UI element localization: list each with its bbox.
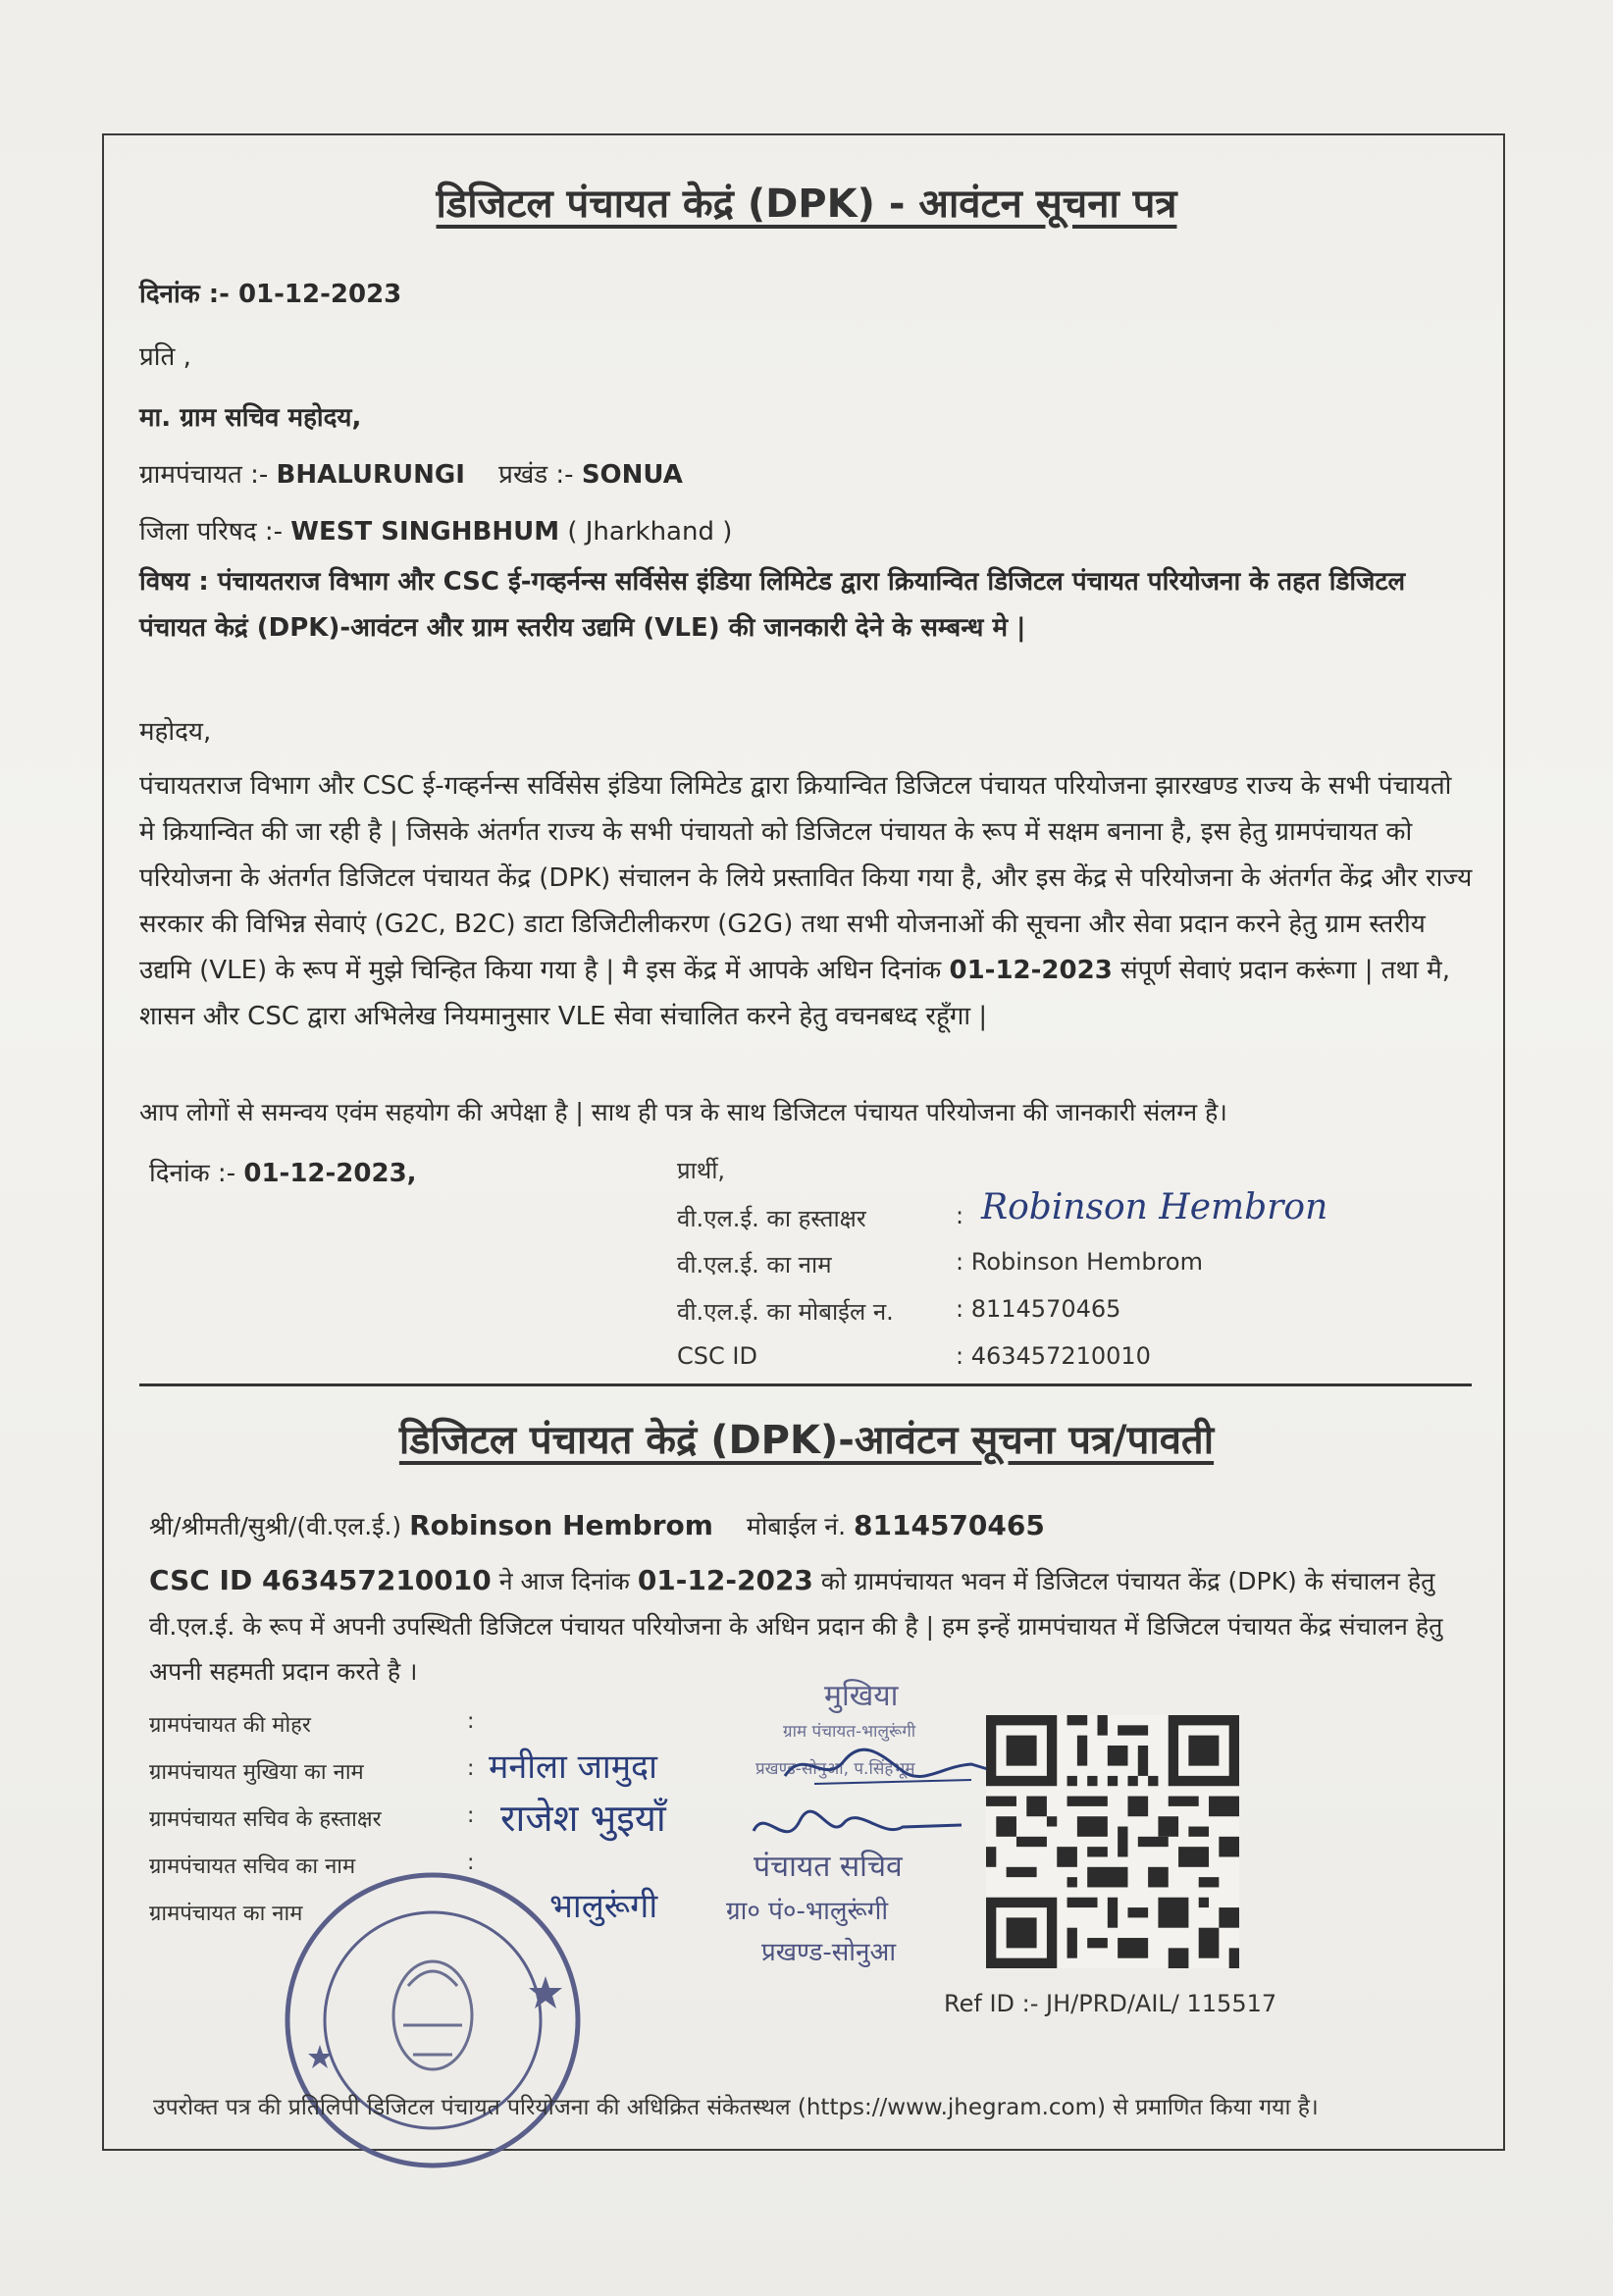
stamp-sachiv-line: ग्रा० पं०-भालुरूंगी — [726, 1897, 889, 1926]
sachiv-signature-icon — [746, 1801, 971, 1860]
mukhiya-handwritten: मनीला जामुदा — [489, 1748, 657, 1787]
csc-id-value: : 463457210010 — [956, 1342, 1151, 1370]
body-date: 01-12-2023 — [949, 956, 1113, 985]
receipt-title: डिजिटल पंचायत केद्रं (DPK)-आवंटन सूचना पत्र/पावती — [398, 1418, 1215, 1463]
sachiv-sign-label: ग्रामपंचायत सचिव के हस्ताक्षर — [149, 1807, 382, 1832]
prarthi: प्रार्थी, — [677, 1157, 726, 1184]
vle-mobile-value: : 8114570465 — [956, 1295, 1121, 1323]
csc-id-text: CSC ID 463457210010 — [149, 1564, 492, 1596]
seal-label: ग्रामपंचायत की मोहर — [149, 1713, 311, 1738]
sign-date-label: दिनांक :- — [149, 1159, 236, 1188]
csc-id-label: CSC ID — [677, 1342, 757, 1370]
footer-note: उपरोक्त पत्र की प्रतिलिपी डिजिटल पंचायत परियोजना की अधिक्रित संकेतस्थल (https://www.jhegram.com) से प्रमाणित किया गया है। — [153, 2095, 1319, 2120]
mobile-value: 8114570465 — [854, 1509, 1045, 1541]
subject-label: विषय : — [139, 567, 209, 597]
block-label: प्रखंड :- — [498, 460, 574, 490]
stamp-mukhiya-title: मुखिया — [824, 1679, 899, 1713]
name-prefix: श्री/श्रीमती/सुश्री/(वी.एल.ई.) — [149, 1512, 402, 1540]
ref-id: Ref ID :- JH/PRD/AIL/ 115517 — [944, 1990, 1277, 2017]
subject-block — [139, 559, 1474, 652]
letter-addressee: मा. ग्राम सचिव महोदय, — [139, 403, 362, 433]
vle-sign-label: वी.एल.ई. का हस्ताक्षर — [677, 1205, 866, 1232]
letter-date: दिनांक :- 01-12-2023 — [139, 280, 402, 309]
district-value: WEST SINGHBHUM — [290, 517, 560, 547]
receipt-text-1: ने आज दिनांक — [498, 1567, 630, 1595]
gp-name-label: ग्रामपंचायत का नाम — [149, 1902, 303, 1926]
salutation: महोदय, — [139, 717, 212, 747]
receipt-paragraph — [149, 1558, 1464, 1695]
stamp-mukhiya-block: प्रखण्ड-सोनुआ, प.सिंहभूम — [755, 1759, 915, 1779]
stamp-sachiv-block: प्रखण्ड-सोनुआ — [761, 1938, 897, 1967]
receipt-date: 01-12-2023 — [637, 1564, 813, 1596]
office-seal-icon — [281, 1868, 585, 2172]
gp-handwritten: भालुरूंगी — [549, 1887, 658, 1926]
body-text-pre: पंचायतराज विभाग और CSC ई-गव्हर्नन्स सर्विसेस इंडिया लिमिटेड द्वारा क्रियान्वित डिजिटल पंचायत परियोजना झारखण्ड राज्य के सभी पंचायतो मे क्रियान्वित की जा रही है | जिसके अंतर्गत राज्य के सभी पंचायतो को डिजिटल पंचायत के रूप में सक्षम बनाना है, इस हेतु ग्रामपंचायत को परियोजना के अंतर्गत डिजिटल पंचायत केंद्र (DPK) संचालन के लिये प्रस्तावित किया गया है, और इस केंद्र से परियोजना के अंतर्गत केंद्र और राज्य सरकार की विभिन्न सेवाएं (G2C, B2C) डाटा डिजिटीलीकरण (G2G) तथा सभी योजनाओं की सूचना और सेवा प्रदान करने हेतु ग्राम स्तरीय उद्यमि (VLE) के रूप में मुझे चिन्हित किया गया है | मै इस केंद्र में आपके अधिन दिनांक — [139, 771, 1473, 985]
qr-code — [986, 1715, 1239, 1968]
letter-prati: प्रति , — [139, 342, 191, 372]
stamp-sachiv-title: पंचायत सचिव — [754, 1850, 903, 1884]
block-value: SONUA — [581, 460, 683, 490]
vle-name-value: : Robinson Hembrom — [956, 1248, 1203, 1276]
sachiv-name-colon: : — [467, 1851, 475, 1875]
closing-line: आप लोगों से समन्वय एवंम सहयोग की अपेक्षा है | साथ ही पत्र के साथ डिजिटल पंचायत परियोजना की जानकारी संलग्न है। — [139, 1098, 1227, 1126]
state-value: ( Jharkhand ) — [567, 517, 733, 547]
gp-value: BHALURUNGI — [276, 460, 465, 490]
vle-mobile-label: वी.एल.ई. का मोबाईल न. — [677, 1298, 894, 1326]
vle-name: Robinson Hembrom — [409, 1509, 713, 1541]
sachiv-name-label: ग्रामपंचायत सचिव का नाम — [149, 1854, 356, 1879]
sign-date-value: 01-12-2023, — [243, 1159, 417, 1188]
district-label: जिला परिषद :- — [139, 517, 284, 547]
subject-text: पंचायतराज विभाग और CSC ई-गव्हर्नन्स सर्विसेस इंडिया लिमिटेड द्वारा क्रियान्वित डिजिटल पंचायत परियोजना के तहत डिजिटल पंचायत केद्रं (DPK)-आवंटन और ग्राम स्तरीय उद्यमि (VLE) की जानकारी देने के सम्बन्ध मे | — [139, 567, 1406, 643]
vle-sign-colon: : — [956, 1202, 964, 1229]
sachiv-sign-colon: : — [467, 1803, 475, 1828]
receipt-text-2: को ग्रामपंचायत भवन में डिजिटल पंचायत केंद्र (DPK) के संचालन हेतु वी.एल.ई. के रूप में अपनी उपस्थिती डिजिटल पंचायत परियोजना के अधिन प्रदान की है | हम इन्हें ग्रामपंचायत में डिजिटल पंचायत केंद्र संचालन हेतु अपनी सहमती प्रदान करते है । — [149, 1567, 1443, 1686]
mukhiya-signature-icon — [775, 1737, 1001, 1796]
section-divider — [139, 1383, 1472, 1386]
vle-signature: Robinson Hembron — [981, 1187, 1328, 1227]
stamp-mukhiya-line: ग्राम पंचायत-भालुरूंगी — [783, 1722, 916, 1742]
sign-date-line — [149, 1154, 417, 1189]
gp-label: ग्रामपंचायत :- — [139, 460, 269, 490]
body-text-post: संपूर्ण सेवाएं प्रदान करूंगा | तथा मै, शासन और CSC द्वारा अभिलेख नियमानुसार VLE सेवा संचालित करने हेतु वचनबध्द रहूँगा | — [139, 956, 1450, 1031]
body-paragraph — [139, 763, 1474, 1040]
mukhiya-colon: : — [467, 1756, 475, 1781]
sachiv-handwritten: राजेश भुइयाँ — [500, 1797, 666, 1840]
district-line — [139, 512, 732, 548]
mobile-label: मोबाईल नं. — [746, 1512, 847, 1540]
letter-title: डिजिटल पंचायत केद्रं (DPK) - आवंटन सूचना पत्र — [436, 182, 1177, 227]
gp-line — [139, 455, 683, 491]
seal-colon: : — [467, 1709, 475, 1734]
vle-name-label: वी.एल.ई. का नाम — [677, 1251, 832, 1278]
mukhiya-label: ग्रामपंचायत मुखिया का नाम — [149, 1760, 364, 1785]
receipt-name-line — [149, 1509, 1045, 1542]
